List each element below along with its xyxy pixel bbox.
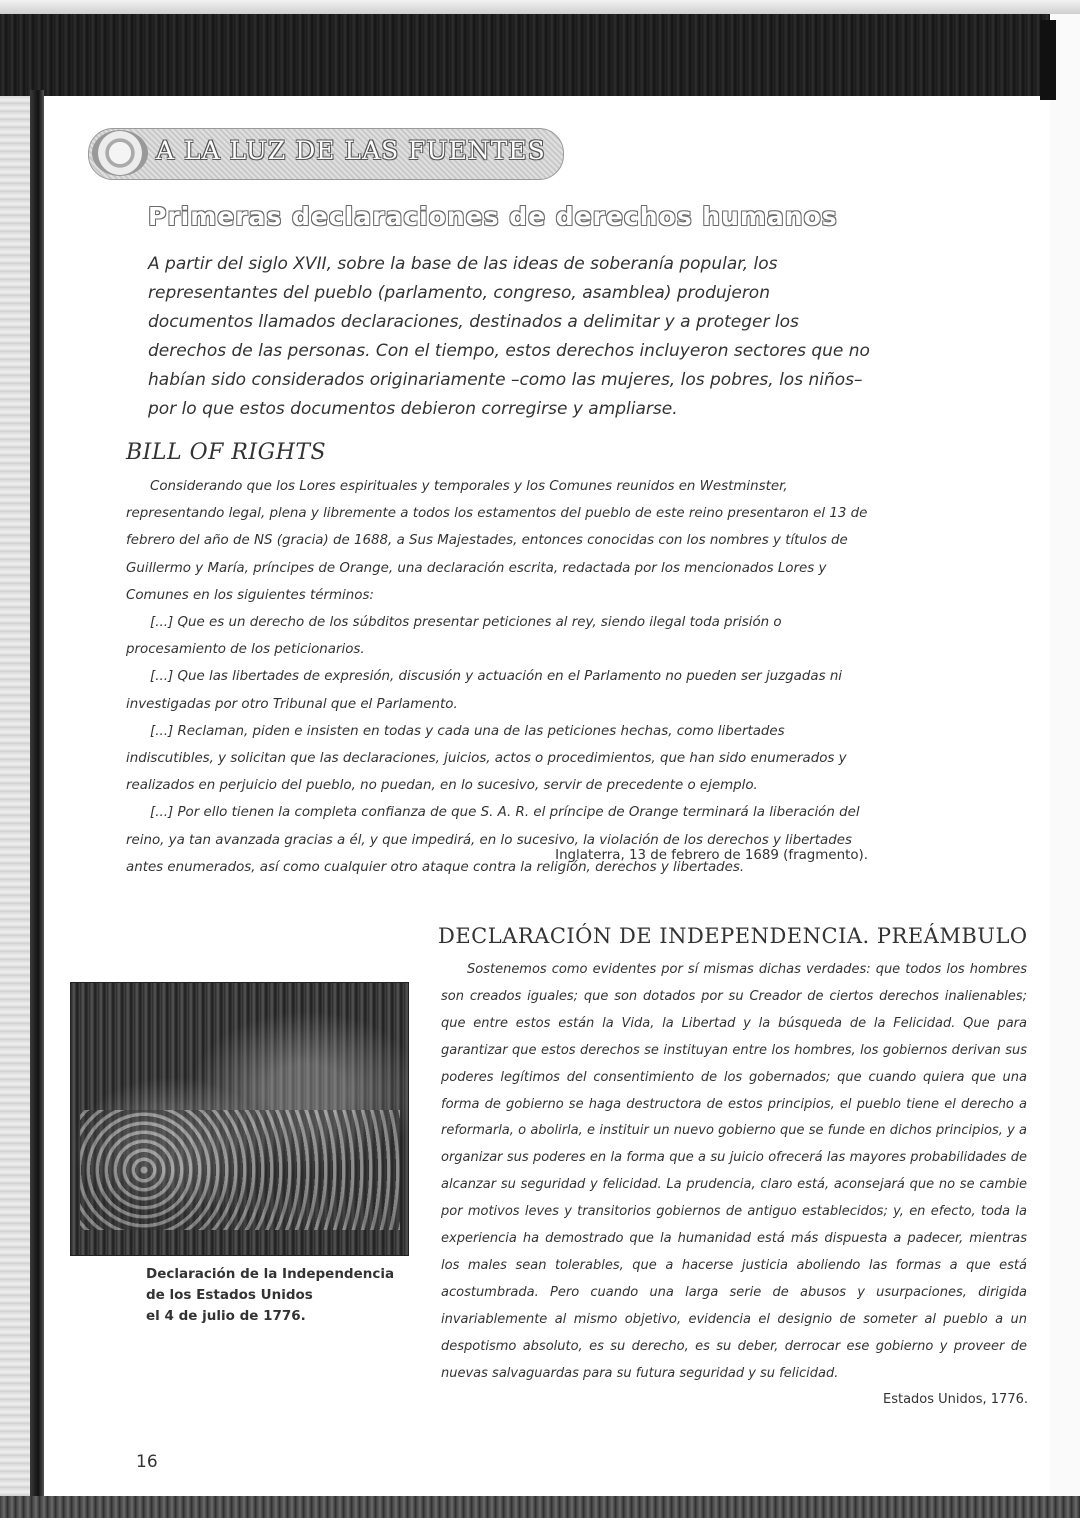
declaration-text: Sostenemos como evidentes por sí mismas dichas verdades: que todos los hombres son creados iguales; que son dotados por su Creador de ciertos derechos inalienables; que entre estos están la Vida, la Libertad y la búsqueda de la Felicidad. Que para garantizar que estos derechos se instituyan entre los hombres, los gobiernos derivan sus poderes legítimos del consentimiento de los gobernados; que cuando quiera que una forma de gobierno se haga destructora de estos principios, el pueblo tiene el derecho a reformarla, o abolirla, e instituir un nuevo gobierno que se funde en dichos principios, y a organizar sus poderes en la forma que a su juicio ofrecerá las mayores probabilidades de alcanzar su seguridad y felicidad. La prudencia, claro está, aconsejará que no se cambie por motivos leves y transitorios gobiernos de antiguo establecidos; y, en efecto, toda la experiencia ha demostrado que la humanidad está más dispuesta a padecer, mientras los males sean tolerables, que a hacerse justicia aboliendo las formas a que está acostumbrada. Pero cuando una larga serie de abusos y usurpaciones, dirigida invariablemente al mismo objetivo, evidencia el designio de someter al pueblo a un despotismo absoluto, es su derecho, es su deber, derrocar ese gobierno y proveer de nuevas salvaguardas para su futura seguridad y su felicidad. — [441, 962, 1027, 1381]
bill-paragraph: [...] Que es un derecho de los súbditos presentar peticiones al rey, siendo ilegal toda prisión o procesamiento de los peticionarios. — [126, 615, 782, 658]
banner-swirl-icon — [92, 130, 148, 176]
bill-paragraph: Considerando que los Lores espirituales y temporales y los Comunes reunidos en Westminster, representando legal, plena y libremente a todos los estamentos del pueblo de este reino presentaron el 13 de febrero del año de NS (gracia) de 1688, a Sus Majestades, entonces conocidas con los nombres y títulos de Guillermo y María, príncipes de Orange, una declaración escrita, redactada por los mencionados Lores y Comunes en los siguientes términos: — [126, 479, 868, 603]
scan-binding-edge — [30, 90, 44, 1518]
scan-top-edge — [0, 0, 1080, 14]
bill-of-rights-source: Inglaterra, 13 de febrero de 1689 (fragmento). — [555, 848, 868, 863]
page-title: Primeras declaraciones de derechos humanos — [148, 202, 838, 231]
intro-paragraph: A partir del siglo XVII, sobre la base de las ideas de soberanía popular, los representantes del pueblo (parlamento, congreso, asamblea) produjeron documentos llamados declaraciones, destinados a delimitar y a proteger los derechos de las personas. Con el tiempo, estos derechos incluyeron sectores que no habían sido considerados originariamente –como las mujeres, los pobres, los niños– por lo que estos documentos debieron corregirse y ampliarse. — [148, 254, 870, 419]
caption-line: el 4 de julio de 1776. — [146, 1308, 306, 1324]
section-banner-label: A LA LUZ DE LAS FUENTES — [156, 136, 546, 165]
scan-right-mark — [1040, 20, 1056, 100]
painting-figures — [80, 1110, 400, 1230]
image-caption — [146, 1264, 406, 1327]
caption-line: de los Estados Unidos — [146, 1287, 313, 1303]
scan-bottom-border — [0, 1496, 1080, 1518]
bill-paragraph: [...] Por ello tienen la completa confianza de que S. A. R. el príncipe de Orange terminará la liberación del reino, ya tan avanzada gracias a él, y que impedirá, en lo sucesivo, la violación de los derechos y libertades antes enumerados, así como cualquier otro ataque contra la religión, derechos y libertades. — [126, 805, 860, 875]
bill-of-rights-text — [126, 473, 871, 881]
bill-of-rights-heading: BILL OF RIGHTS — [126, 440, 327, 465]
bill-paragraph: [...] Reclaman, piden e insisten en todas y cada una de las peticiones hechas, como libertades indiscutibles, y solicitan que las declaraciones, juicios, actos o procedimientos, que han sido enumerados y realizados en perjuicio del pueblo, no puedan, en lo sucesivo, servir de precedente o ejemplo. — [126, 723, 847, 794]
declaration-heading: DECLARACIÓN DE INDEPENDENCIA. PREÁMBULO — [438, 924, 1028, 948]
scan-right-margin — [1050, 14, 1080, 1518]
declaration-source: Estados Unidos, 1776. — [883, 1392, 1028, 1407]
bill-paragraph: [...] Que las libertades de expresión, discusión y actuación en el Parlamento no pueden ser juzgadas ni investigadas por otro Tribunal que el Parlamento. — [126, 669, 843, 712]
scan-top-border — [0, 0, 1080, 96]
caption-line: Declaración de la Independencia — [146, 1266, 395, 1282]
page-number: 16 — [136, 1452, 158, 1472]
